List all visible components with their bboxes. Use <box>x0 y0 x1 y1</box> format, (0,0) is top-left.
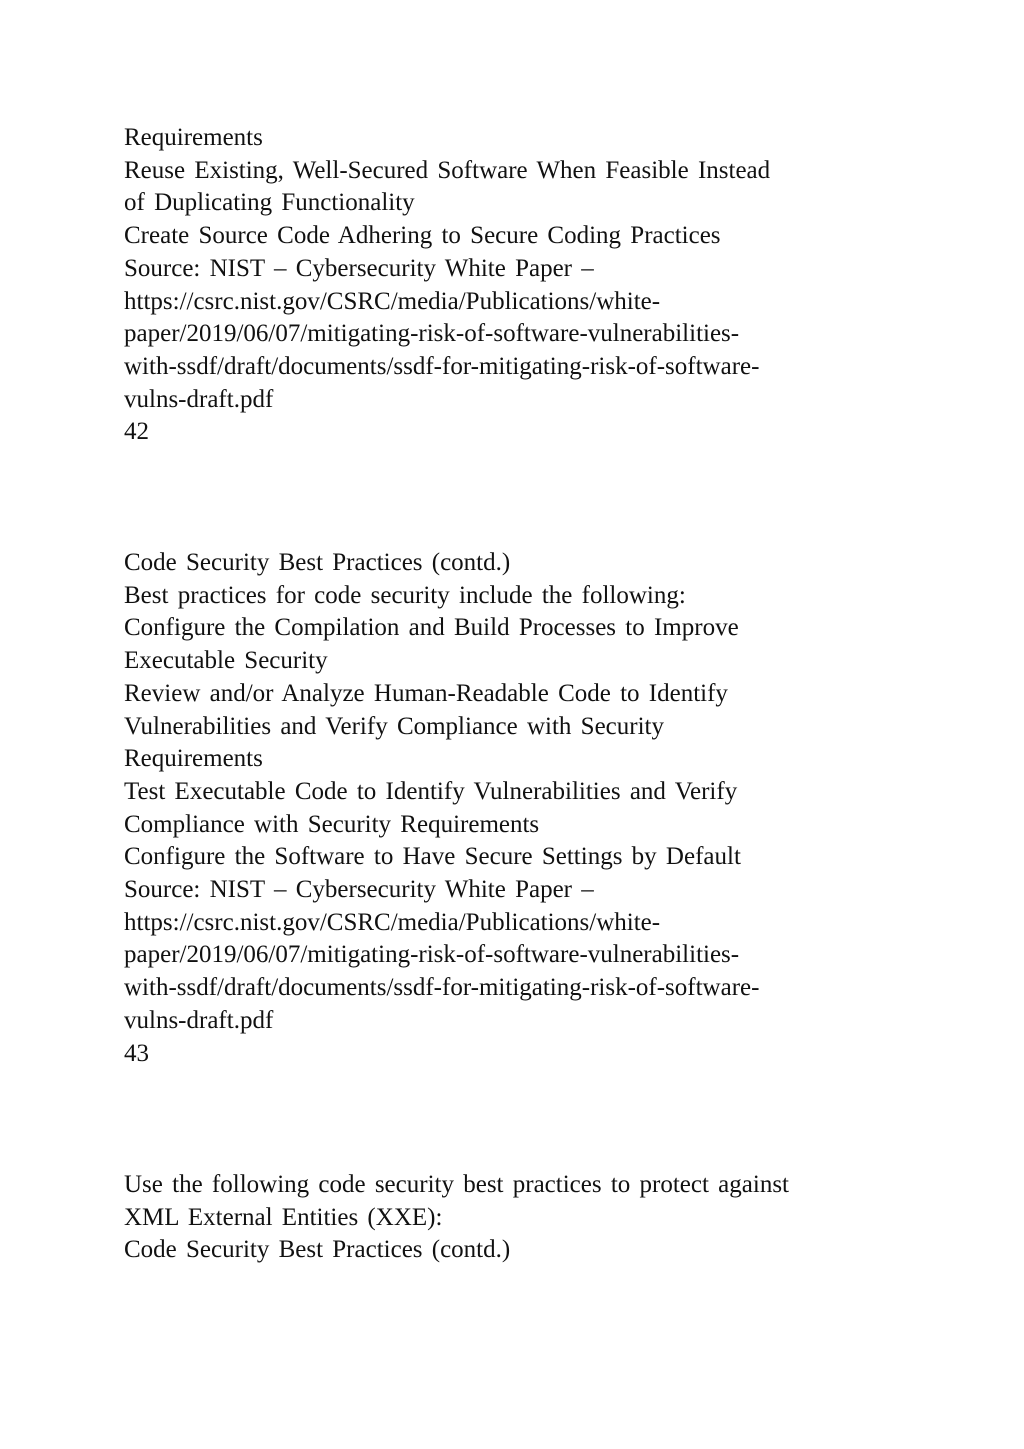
text-block-slide-44 <box>124 1169 924 1267</box>
page-number: 43 <box>124 1039 149 1067</box>
source-url-line: with-ssdf/draft/documents/ssdf-for-mitigating-risk-of-software- <box>124 352 760 380</box>
source-line: Source: NIST – Cybersecurity White Paper – <box>124 876 594 904</box>
source-url-line: https://csrc.nist.gov/CSRC/media/Publications/white- <box>124 287 661 315</box>
source-url-line: with-ssdf/draft/documents/ssdf-for-mitigating-risk-of-software- <box>124 974 760 1002</box>
text-line: Configure the Compilation and Build Processes to Improve <box>124 614 739 642</box>
text-line: Compliance with Security Requirements <box>124 810 540 838</box>
source-url-line: vulns-draft.pdf <box>124 385 274 413</box>
text-line: Vulnerabilities and Verify Compliance with Security <box>124 712 664 740</box>
section-heading: Code Security Best Practices (contd.) <box>124 1236 511 1264</box>
text-line: Create Source Code Adhering to Secure Coding Practices <box>124 222 721 250</box>
text-line: Best practices for code security include the following: <box>124 581 686 609</box>
section-heading: Code Security Best Practices (contd.) <box>124 549 511 576</box>
text-line: XML External Entities (XXE): <box>124 1203 443 1231</box>
text-line: Executable Security <box>124 647 328 675</box>
text-block-slide-43 <box>124 547 924 1070</box>
text-line: Test Executable Code to Identify Vulnerabilities and Verify <box>124 777 738 805</box>
text-line: Configure the Software to Have Secure Settings by Default <box>124 843 741 871</box>
text-line: of Duplicating Functionality <box>124 189 415 217</box>
text-block-slide-42 <box>124 122 924 449</box>
source-url-line: vulns-draft.pdf <box>124 1006 274 1034</box>
text-line: Use the following code security best practices to protect against <box>124 1171 789 1198</box>
text-line: Reuse Existing, Well-Secured Software When Feasible Instead <box>124 156 771 184</box>
source-url-line: https://csrc.nist.gov/CSRC/media/Publications/white- <box>124 908 661 936</box>
text-line: Review and/or Analyze Human-Readable Code to Identify <box>124 679 728 707</box>
text-line: Requirements <box>124 124 263 151</box>
source-line: Source: NIST – Cybersecurity White Paper – <box>124 254 594 282</box>
source-url-line: paper/2019/06/07/mitigating-risk-of-software-vulnerabilities- <box>124 941 740 969</box>
source-url-line: paper/2019/06/07/mitigating-risk-of-software-vulnerabilities- <box>124 320 740 348</box>
page-number: 42 <box>124 418 149 446</box>
text-line: Requirements <box>124 745 263 773</box>
